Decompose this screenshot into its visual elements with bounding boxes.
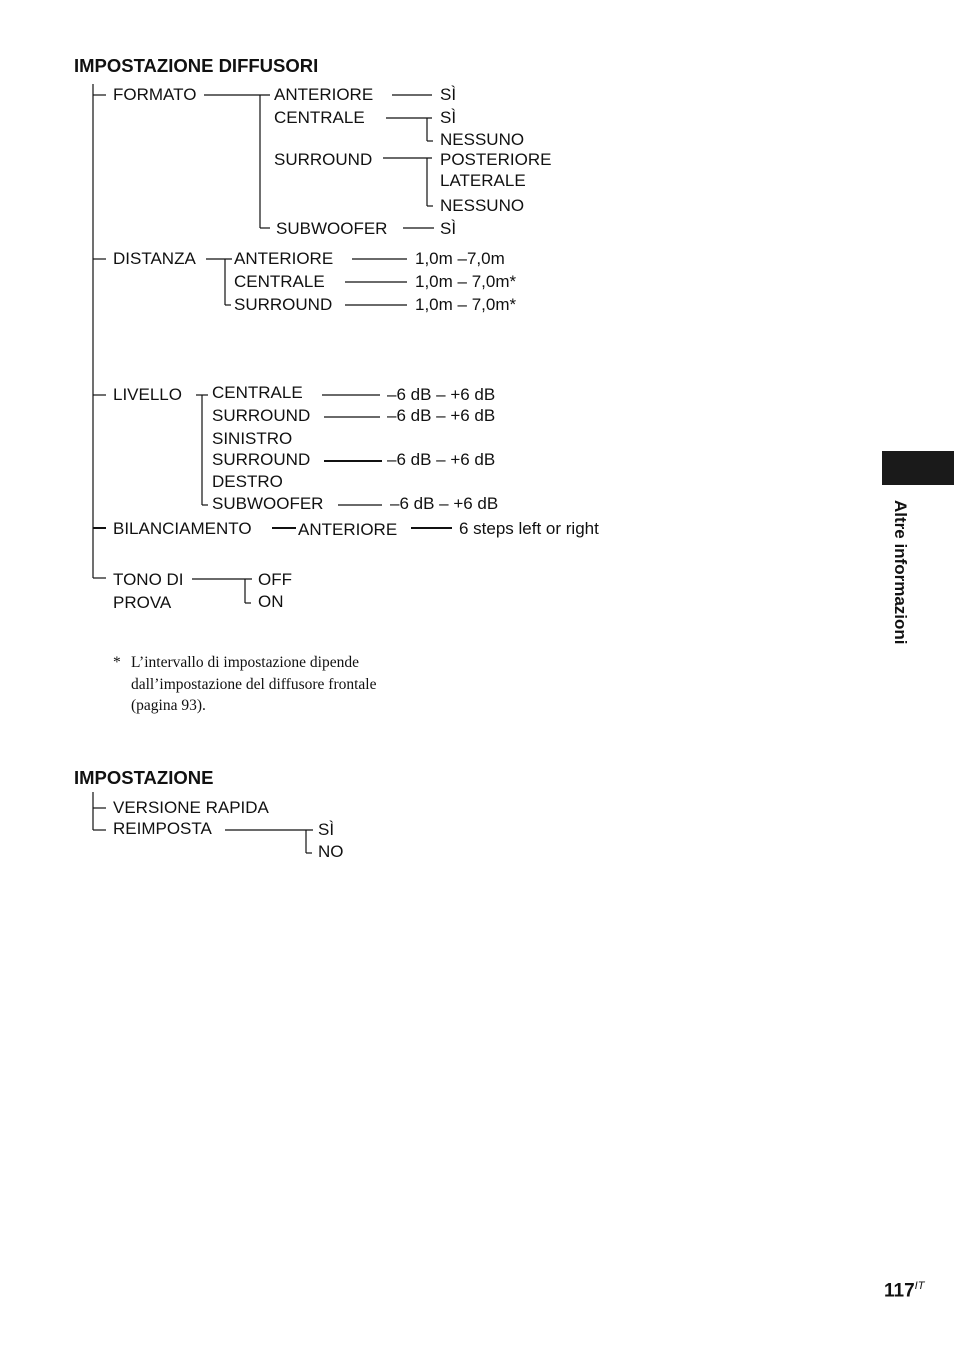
livello-subwoofer: SUBWOOFER	[212, 494, 324, 513]
formato-surround: SURROUND	[274, 150, 373, 169]
distanza-surround-range: 1,0m – 7,0m*	[415, 295, 517, 314]
menu-tono-1: TONO DI	[113, 570, 184, 589]
formato-subwoofer: SUBWOOFER	[276, 219, 388, 238]
section-title-setup: IMPOSTAZIONE	[74, 767, 214, 788]
livello-surround-sx-1: SURROUND	[212, 406, 311, 425]
distanza-anteriore: ANTERIORE	[234, 249, 334, 268]
distanza-centrale-range: 1,0m – 7,0m*	[415, 272, 517, 291]
livello-surround-dx-range: –6 dB – +6 dB	[387, 450, 496, 469]
page-number-value: 117	[884, 1280, 915, 1302]
bilanciamento-anteriore: ANTERIORE	[298, 520, 398, 539]
distanza-centrale: CENTRALE	[234, 272, 325, 291]
livello-surround-sx-2: SINISTRO	[212, 429, 293, 448]
menu-distanza: DISTANZA	[113, 249, 196, 268]
menu-formato: FORMATO	[113, 85, 197, 104]
setup-reimposta: REIMPOSTA	[113, 819, 212, 838]
distanza-anteriore-range: 1,0m –7,0m	[415, 249, 505, 268]
formato-anteriore-si: SÌ	[440, 85, 457, 104]
setup-reimposta-no: NO	[318, 842, 344, 861]
page-number-suffix: IT	[914, 1280, 925, 1292]
formato-surround-laterale: LATERALE	[440, 171, 526, 190]
formato-surround-nessuno: NESSUNO	[440, 196, 525, 215]
livello-centrale-range: –6 dB – +6 dB	[387, 385, 496, 404]
distanza-surround: SURROUND	[234, 295, 333, 314]
page-number	[884, 1280, 924, 1302]
footnote-line-2: dall’impostazione del diffusore frontale	[131, 676, 377, 693]
setup-versione: VERSIONE RAPIDA	[113, 798, 269, 817]
menu-bilanciamento: BILANCIAMENTO	[113, 519, 252, 538]
footnote-mark: *	[113, 654, 121, 671]
tono-off: OFF	[258, 570, 292, 589]
livello-surround-dx-2: DESTRO	[212, 472, 283, 491]
setup-reimposta-si: SÌ	[318, 820, 335, 839]
menu-tono-2: PROVA	[113, 593, 172, 612]
livello-subwoofer-range: –6 dB – +6 dB	[390, 494, 499, 513]
tono-on: ON	[258, 592, 284, 611]
footnote-line-3: (pagina 93).	[131, 697, 206, 714]
formato-anteriore: ANTERIORE	[274, 85, 374, 104]
livello-surround-sx-range: –6 dB – +6 dB	[387, 406, 496, 425]
livello-surround-dx-1: SURROUND	[212, 450, 311, 469]
section-title-speakers: IMPOSTAZIONE DIFFUSORI	[74, 55, 319, 76]
footnote-line-1: L’intervallo di impostazione dipende	[131, 654, 359, 671]
formato-subwoofer-si: SÌ	[440, 219, 457, 238]
side-tab-label: Altre informazioni	[891, 500, 910, 645]
menu-livello: LIVELLO	[113, 385, 182, 404]
formato-centrale: CENTRALE	[274, 108, 365, 127]
formato-centrale-si: SÌ	[440, 108, 457, 127]
formato-centrale-nessuno: NESSUNO	[440, 130, 525, 149]
side-tab-marker	[882, 451, 954, 485]
bilanciamento-range: 6 steps left or right	[459, 519, 599, 538]
livello-centrale: CENTRALE	[212, 383, 303, 402]
formato-surround-posteriore: POSTERIORE	[440, 150, 552, 169]
